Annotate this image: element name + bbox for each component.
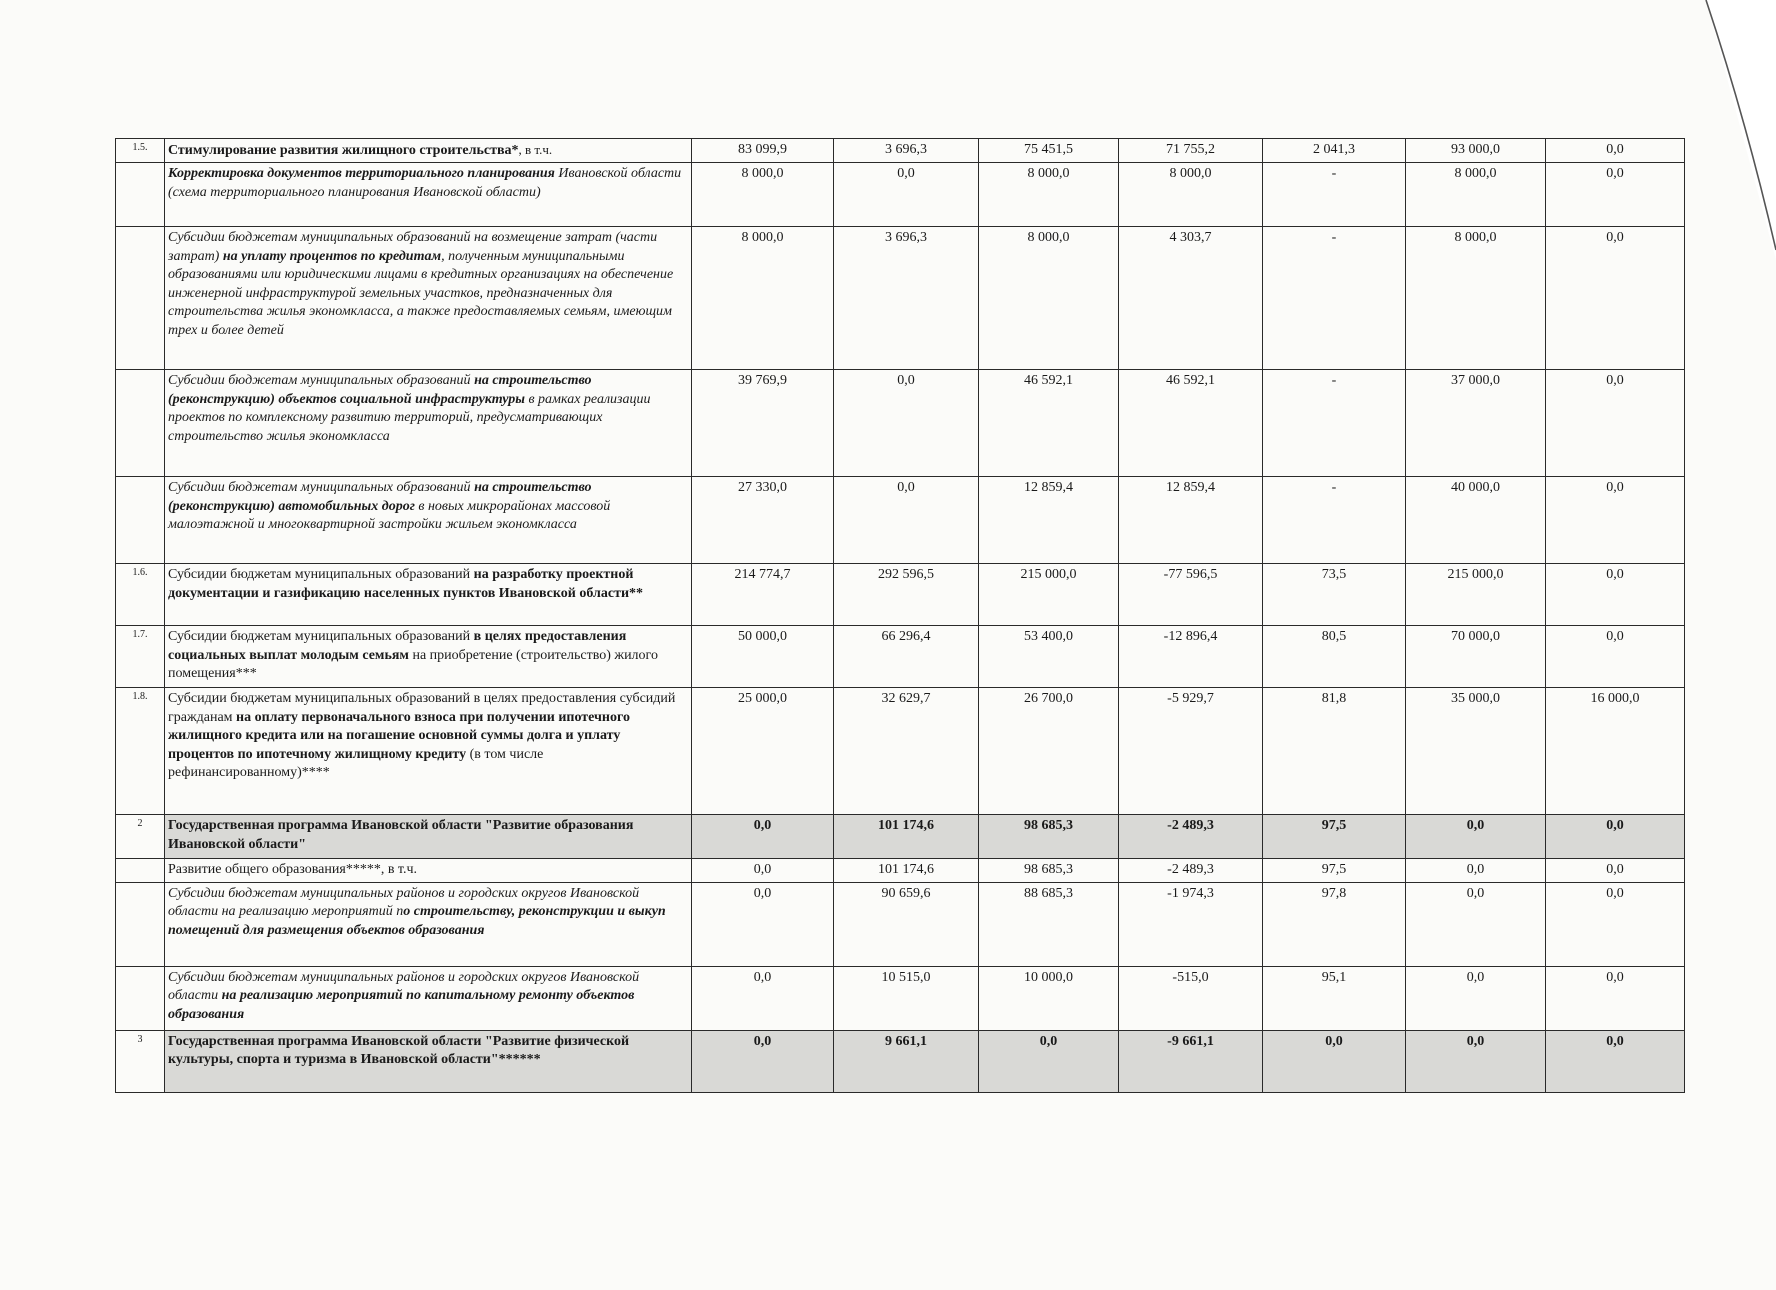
value-cell: 53 400,0 [979, 626, 1119, 688]
row-description: Субсидии бюджетам муниципальных образований на строительство (реконструкцию) объектов социальной инфраструктуры в рамках реализации проектов по комплексному развитию территорий, предусматривающих строительство жилья экономкласса [165, 370, 692, 477]
value-cell: -2 489,3 [1119, 815, 1263, 859]
value-cell: 8 000,0 [692, 163, 834, 227]
value-cell: 97,5 [1263, 815, 1406, 859]
value-cell: 0,0 [1546, 815, 1685, 859]
table-row [116, 626, 1685, 688]
table-row [116, 370, 1685, 477]
row-number: 1.5. [116, 139, 165, 163]
value-cell: 0,0 [1546, 626, 1685, 688]
row-description: Государственная программа Ивановской области "Развитие физической культуры, спорта и туризма в Ивановской области"****** [165, 1030, 692, 1092]
value-cell: 3 696,3 [834, 139, 979, 163]
value-cell: -9 661,1 [1119, 1030, 1263, 1092]
value-cell: 93 000,0 [1406, 139, 1546, 163]
row-number [116, 966, 165, 1030]
value-cell: 0,0 [1546, 163, 1685, 227]
value-cell: 98 685,3 [979, 815, 1119, 859]
table-row [116, 139, 1685, 163]
row-number [116, 477, 165, 564]
value-cell: 0,0 [1546, 564, 1685, 626]
row-number: 3 [116, 1030, 165, 1092]
value-cell: 83 099,9 [692, 139, 834, 163]
value-cell: 215 000,0 [979, 564, 1119, 626]
value-cell: - [1263, 163, 1406, 227]
value-cell: 0,0 [1546, 859, 1685, 882]
value-cell: 16 000,0 [1546, 688, 1685, 815]
row-number [116, 163, 165, 227]
value-cell: 9 661,1 [834, 1030, 979, 1092]
row-number: 1.7. [116, 626, 165, 688]
row-description: Развитие общего образования*****, в т.ч. [165, 859, 692, 882]
value-cell: 80,5 [1263, 626, 1406, 688]
value-cell: -12 896,4 [1119, 626, 1263, 688]
value-cell: 0,0 [1546, 1030, 1685, 1092]
row-description: Стимулирование развития жилищного строительства*, в т.ч. [165, 139, 692, 163]
value-cell: 3 696,3 [834, 227, 979, 370]
table-row [116, 966, 1685, 1030]
value-cell: 37 000,0 [1406, 370, 1546, 477]
table-row [116, 688, 1685, 815]
value-cell: 70 000,0 [1406, 626, 1546, 688]
value-cell: 73,5 [1263, 564, 1406, 626]
row-description: Субсидии бюджетам муниципальных районов и городских округов Ивановской области на реализацию мероприятий по капитальному ремонту объектов образования [165, 966, 692, 1030]
value-cell: 0,0 [692, 882, 834, 966]
value-cell: 81,8 [1263, 688, 1406, 815]
value-cell: 88 685,3 [979, 882, 1119, 966]
value-cell: 39 769,9 [692, 370, 834, 477]
value-cell: 90 659,6 [834, 882, 979, 966]
value-cell: 4 303,7 [1119, 227, 1263, 370]
budget-table [115, 138, 1685, 1093]
value-cell: 12 859,4 [979, 477, 1119, 564]
value-cell: 75 451,5 [979, 139, 1119, 163]
value-cell: 8 000,0 [692, 227, 834, 370]
value-cell: 8 000,0 [1406, 227, 1546, 370]
table-row [116, 477, 1685, 564]
value-cell: - [1263, 477, 1406, 564]
value-cell: 8 000,0 [1119, 163, 1263, 227]
value-cell: 0,0 [1546, 370, 1685, 477]
value-cell: 0,0 [692, 966, 834, 1030]
value-cell: 95,1 [1263, 966, 1406, 1030]
value-cell: 0,0 [1546, 139, 1685, 163]
value-cell: 0,0 [1546, 882, 1685, 966]
value-cell: 0,0 [979, 1030, 1119, 1092]
value-cell: 292 596,5 [834, 564, 979, 626]
value-cell: - [1263, 370, 1406, 477]
value-cell: 2 041,3 [1263, 139, 1406, 163]
value-cell: 8 000,0 [979, 227, 1119, 370]
row-number: 1.8. [116, 688, 165, 815]
row-description: Субсидии бюджетам муниципальных образований в целях предоставления социальных выплат молодым семьям на приобретение (строительство) жилого помещения*** [165, 626, 692, 688]
row-description: Корректировка документов территориального планирования Ивановской области (схема территориального планирования Ивановской области) [165, 163, 692, 227]
table-row [116, 859, 1685, 882]
row-description: Субсидии бюджетам муниципальных образований на возмещение затрат (части затрат) на уплату процентов по кредитам, полученным муниципальными образованиями или юридическими лицами в кредитных организациях на обеспечение инженерной инфраструктурой земельных участков, предназначенных для строительства жилья экономкласса, а также предоставляемых семьям, имеющим трех и более детей [165, 227, 692, 370]
value-cell: 10 515,0 [834, 966, 979, 1030]
value-cell: 66 296,4 [834, 626, 979, 688]
value-cell: 0,0 [834, 163, 979, 227]
value-cell: 98 685,3 [979, 859, 1119, 882]
value-cell: 26 700,0 [979, 688, 1119, 815]
row-description: Субсидии бюджетам муниципальных районов и городских округов Ивановской области на реализацию мероприятий по строительству, реконструкции и выкуп помещений для размещения объектов образования [165, 882, 692, 966]
table-row [116, 163, 1685, 227]
value-cell: 0,0 [692, 815, 834, 859]
value-cell: 46 592,1 [1119, 370, 1263, 477]
value-cell: 8 000,0 [979, 163, 1119, 227]
row-description: Государственная программа Ивановской области "Развитие образования Ивановской области" [165, 815, 692, 859]
row-description: Субсидии бюджетам муниципальных образований на разработку проектной документации и газификацию населенных пунктов Ивановской области** [165, 564, 692, 626]
table-row [116, 882, 1685, 966]
row-description: Субсидии бюджетам муниципальных образований в целях предоставления субсидий гражданам на оплату первоначального взноса при получении ипотечного жилищного кредита или на погашение основной суммы долга и уплату процентов по ипотечному жилищному кредиту (в том числе рефинансированному)**** [165, 688, 692, 815]
row-number [116, 227, 165, 370]
table-row [116, 227, 1685, 370]
value-cell: 0,0 [1263, 1030, 1406, 1092]
value-cell: 0,0 [1546, 227, 1685, 370]
value-cell: 0,0 [1406, 966, 1546, 1030]
value-cell: -1 974,3 [1119, 882, 1263, 966]
value-cell: -2 489,3 [1119, 859, 1263, 882]
value-cell: 0,0 [692, 859, 834, 882]
table-row [116, 564, 1685, 626]
value-cell: 12 859,4 [1119, 477, 1263, 564]
value-cell: 10 000,0 [979, 966, 1119, 1030]
row-description: Субсидии бюджетам муниципальных образований на строительство (реконструкцию) автомобильных дорог в новых микрорайонах массовой малоэтажной и многоквартирной застройки жильем экономкласса [165, 477, 692, 564]
value-cell: 0,0 [834, 370, 979, 477]
value-cell: 0,0 [834, 477, 979, 564]
row-number [116, 859, 165, 882]
value-cell: 0,0 [1406, 882, 1546, 966]
value-cell: 0,0 [1546, 966, 1685, 1030]
value-cell: 40 000,0 [1406, 477, 1546, 564]
value-cell: 0,0 [1406, 1030, 1546, 1092]
row-number [116, 882, 165, 966]
value-cell: 101 174,6 [834, 815, 979, 859]
row-number: 2 [116, 815, 165, 859]
value-cell: -77 596,5 [1119, 564, 1263, 626]
value-cell: 97,5 [1263, 859, 1406, 882]
table-row [116, 1030, 1685, 1092]
value-cell: 27 330,0 [692, 477, 834, 564]
value-cell: -515,0 [1119, 966, 1263, 1030]
value-cell: 0,0 [1406, 815, 1546, 859]
value-cell: 35 000,0 [1406, 688, 1546, 815]
table-row [116, 815, 1685, 859]
value-cell: 32 629,7 [834, 688, 979, 815]
value-cell: 46 592,1 [979, 370, 1119, 477]
value-cell: 0,0 [692, 1030, 834, 1092]
row-number: 1.6. [116, 564, 165, 626]
value-cell: 101 174,6 [834, 859, 979, 882]
value-cell: -5 929,7 [1119, 688, 1263, 815]
value-cell: 8 000,0 [1406, 163, 1546, 227]
value-cell: 71 755,2 [1119, 139, 1263, 163]
value-cell: 214 774,7 [692, 564, 834, 626]
value-cell: 97,8 [1263, 882, 1406, 966]
row-number [116, 370, 165, 477]
value-cell: 215 000,0 [1406, 564, 1546, 626]
value-cell: 50 000,0 [692, 626, 834, 688]
value-cell: 0,0 [1546, 477, 1685, 564]
value-cell: 25 000,0 [692, 688, 834, 815]
value-cell: - [1263, 227, 1406, 370]
value-cell: 0,0 [1406, 859, 1546, 882]
